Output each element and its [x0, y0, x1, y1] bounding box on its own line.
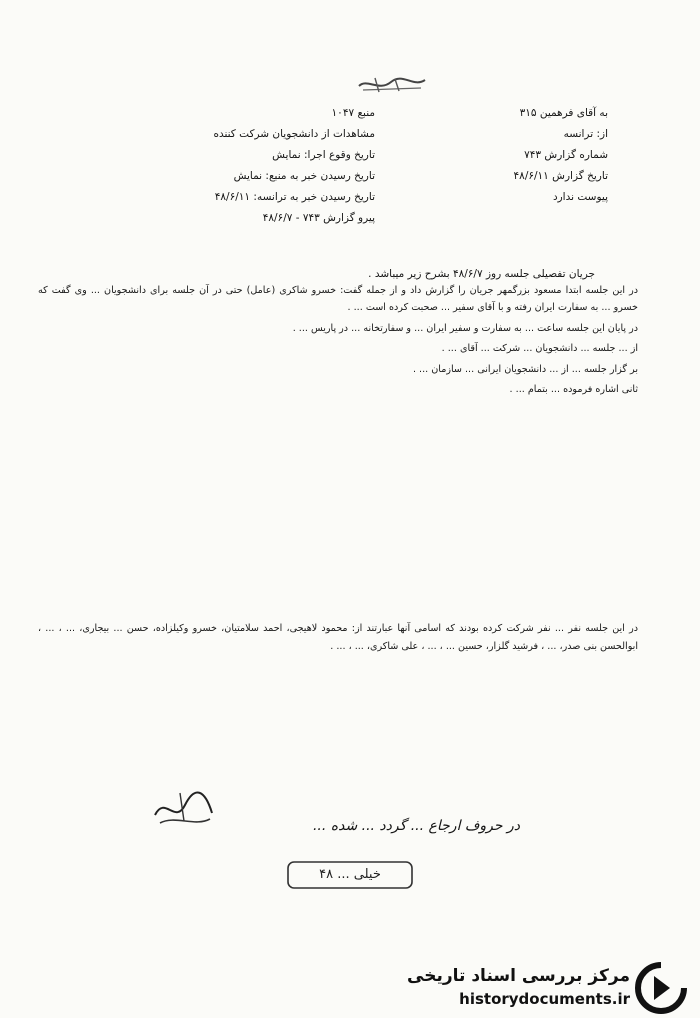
archive-logo [407, 960, 690, 1015]
header-observations: مشاهدات از دانشجویان شرکت کننده [213, 128, 375, 140]
header-follow-up: پیرو گزارش ۷۴۳ - ۴۸/۶/۷ [262, 212, 375, 224]
report-intro: جریان تفصیلی جلسه روز ۴۸/۶/۷ بشرح زیر میباشد . [368, 268, 595, 280]
report-paragraph: بر گزار جلسه ... از ... دانشجویان ایرانی ... سازمان ... . [412, 363, 638, 375]
header-to: به آقای فرهمین ۳۱۵ [519, 107, 608, 119]
attendees-paragraph: در این جلسه نفر ... نفر شرکت کرده بودند که اسامی آنها عبارتند از: محمود لاهیجی، احمد سلامتیان، خسرو وکیلزاده، حسن ... بیجاری، ... ، ... ، ابوالحسن بنی صدر، ... ، فرشید گلزار، حسین ... ، ... ، علی شاکری، ... ، ... . [38, 623, 638, 652]
header-report-number: شماره گزارش ۷۴۳ [524, 149, 608, 161]
header-attachment: پیوست ندارد [552, 191, 608, 203]
handwritten-signature [150, 785, 220, 834]
header-agency-received: تاریخ رسیدن خبر به ترانسه: ۴۸/۶/۱۱ [214, 191, 375, 203]
header-source: منبع ۱۰۴۷ [331, 107, 375, 119]
classification-stamp [355, 74, 430, 96]
header-source-block [125, 103, 375, 229]
header-source-received: تاریخ رسیدن خبر به منبع: نمایش [233, 170, 375, 182]
header-recipient-block [388, 103, 608, 208]
signature-area [150, 785, 520, 845]
archive-logo-icon [634, 962, 688, 1018]
archive-url[interactable]: historydocuments.ir [459, 990, 630, 1008]
report-paragraph: در پایان این جلسه ساعت ... به سفارت و سفیر ایران ... و سفارتخانه ... در پاریس ... . [292, 322, 638, 334]
handwritten-note: در حروف ارجاع ... گردد ... شده ... [312, 818, 520, 834]
report-paragraph: از ... جلسه ... دانشجویان ... شرکت ... آقای ... . [441, 343, 638, 355]
header-event-date: تاریخ وقوع اجرا: نمایش [272, 149, 375, 161]
report-paragraph: در این جلسه ابتدا مسعود بزرگمهر جریان را گزارش داد و از جمله گفت: خسرو شاکری (عامل) حتی در آن جلسه برای دانشجویان ... وی گفت که خسرو ... به سفارت ایران رفته و با آقای سفیر ... صحبت کرده است ... . [38, 285, 638, 314]
report-paragraph: ثانی اشاره فرموده ... بتمام ... . [509, 384, 638, 396]
header-report-date: تاریخ گزارش ۴۸/۶/۱۱ [513, 170, 608, 182]
bottom-stamp [285, 858, 415, 892]
stamp-text: خیلی ... ۴۸ [319, 867, 381, 882]
report-body [38, 282, 638, 398]
archive-title: مرکز بررسی اسناد تاریخی [407, 966, 630, 986]
header-from: از: ترانسه [563, 128, 608, 140]
